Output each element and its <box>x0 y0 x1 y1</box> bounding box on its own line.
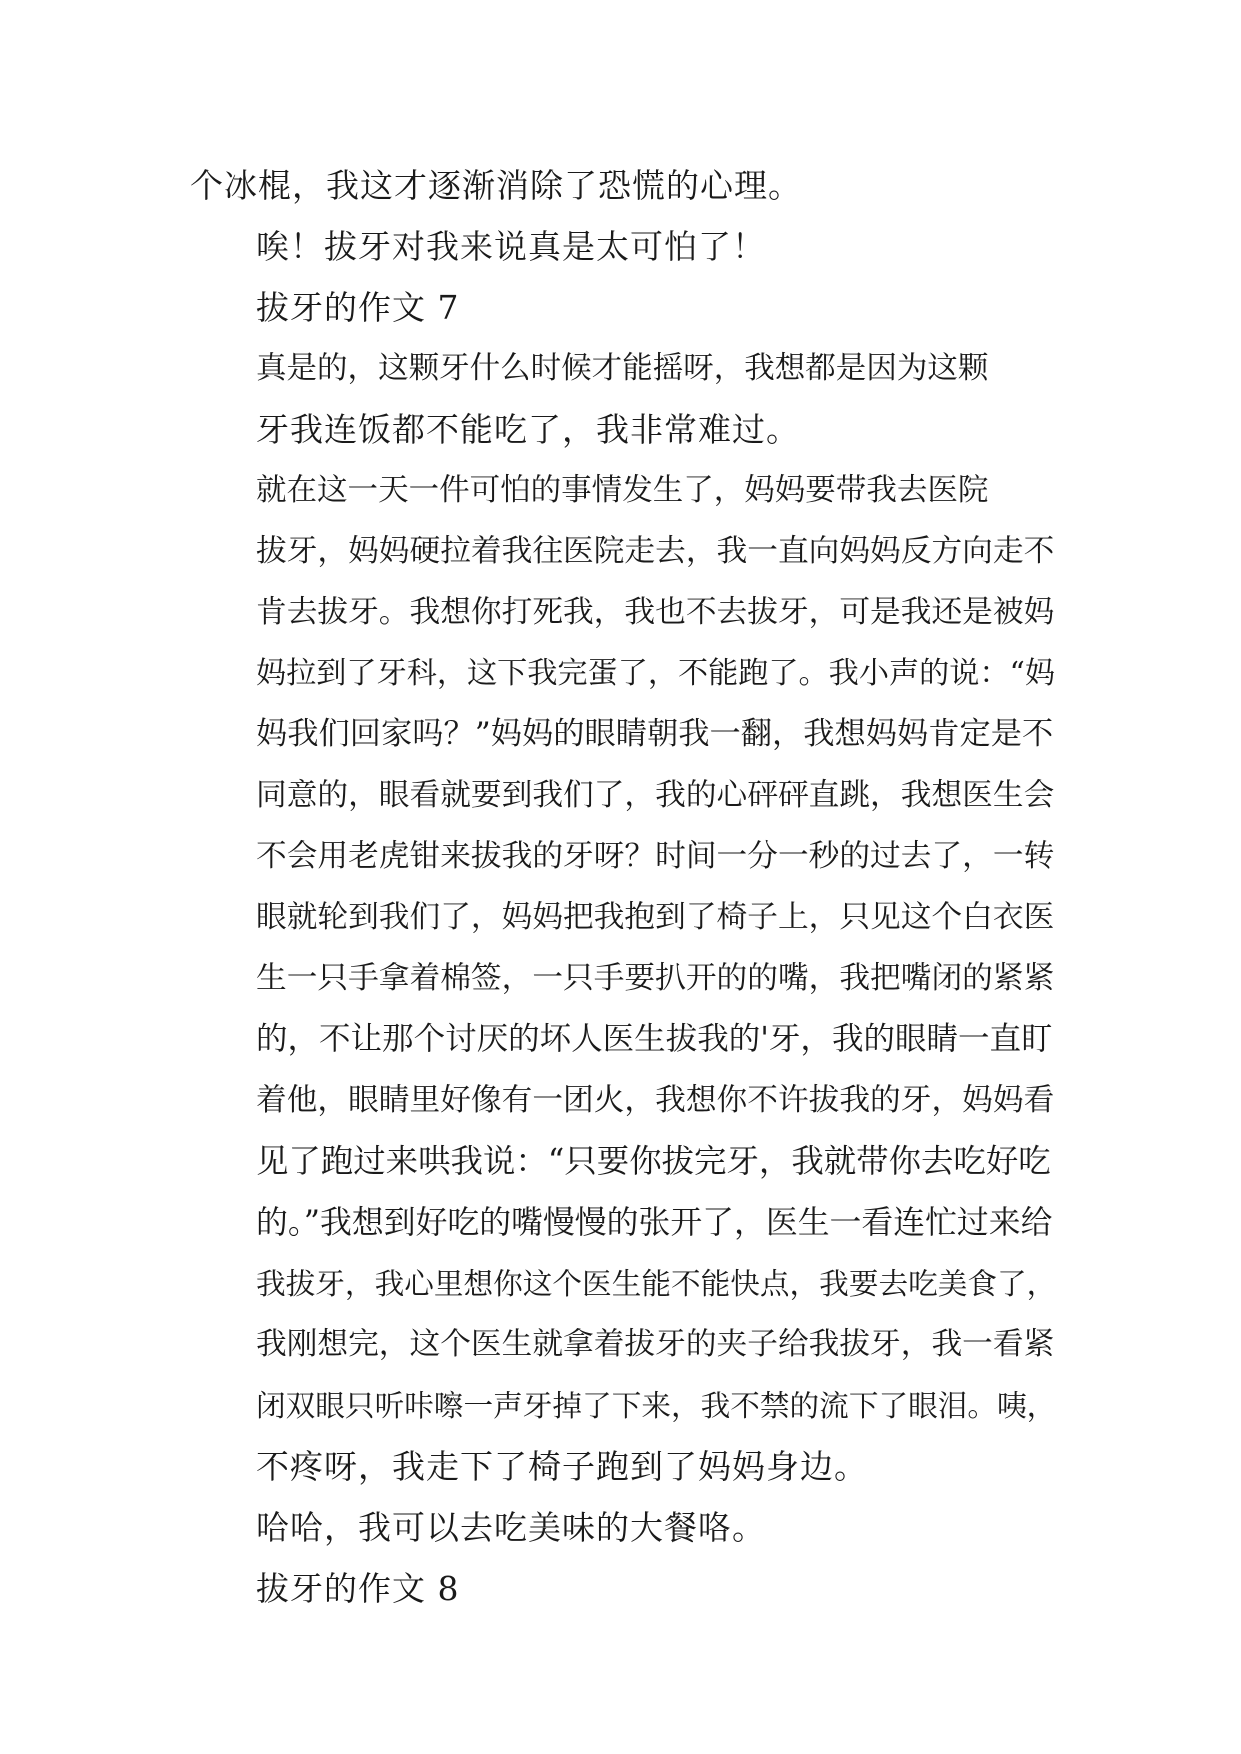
text-line: 唉！拔牙对我来说真是太可怕了！ <box>256 227 766 266</box>
paragraph <box>190 1497 1050 1558</box>
text-line: 妈我们回家吗？”妈妈的眼睛朝我一翻，我想妈妈肯定是不 <box>256 716 1054 752</box>
text-line: 的，不让那个讨厌的坏人医生拔我的'牙，我的眼睛一直盯 <box>256 1021 1053 1057</box>
paragraph <box>190 155 1050 216</box>
text-line: 个冰棍，我这才逐渐消除了恐慌的心理。 <box>190 166 802 205</box>
document-body <box>190 155 1057 1619</box>
text-line: 牙我连饭都不能吃了，我非常难过。 <box>256 410 800 449</box>
text-line: 真是的，这颗牙什么时候才能摇呀，我想都是因为这颗 <box>256 351 989 386</box>
text-line: 闭双眼只听咔嚓一声牙掉了下来，我不禁的流下了眼泪。咦， <box>256 1388 1057 1423</box>
text-line: 同意的，眼看就要到我们了，我的心砰砰直跳，我想医生会 <box>256 777 1055 813</box>
text-line: 就在这一天一件可怕的事情发生了，妈妈要带我去医院 <box>256 473 989 508</box>
text-line: 哈哈，我可以去吃美味的大餐咯。 <box>256 1508 766 1547</box>
text-line: 拔牙的作文 8 <box>256 1569 460 1608</box>
text-line: 拔牙的作文 7 <box>256 288 460 327</box>
text-line: 不疼呀，我走下了椅子跑到了妈妈身边。 <box>256 1447 868 1486</box>
text-line: 肯去拔牙。我想你打死我，我也不去拔牙，可是我还是被妈 <box>256 594 1055 630</box>
paragraph <box>190 216 1050 277</box>
text-line: 见了跑过来哄我说：“只要你拔完牙，我就带你去吃好吃 <box>256 1142 1051 1180</box>
text-line: 眼就轮到我们了，妈妈把我抱到了椅子上，只见这个白衣医 <box>256 899 1055 935</box>
section-heading <box>190 277 1050 338</box>
text-line: 不会用老虎钳来拔我的牙呀？时间一分一秒的过去了，一转 <box>256 838 1055 874</box>
paragraph <box>190 338 1050 460</box>
text-line: 妈拉到了牙科，这下我完蛋了，不能跑了。我小声的说：“妈 <box>256 656 1056 691</box>
text-line: 的。”我想到好吃的嘴慢慢的张开了，医生一看连忙过来给 <box>256 1203 1053 1241</box>
text-line: 拔牙，妈妈硬拉着我往医院走去，我一直向妈妈反方向走不 <box>256 533 1055 569</box>
text-line: 生一只手拿着棉签，一只手要扒开的的嘴，我把嘴闭的紧紧 <box>256 960 1055 996</box>
section-heading <box>190 1558 1050 1619</box>
text-line: 我拔牙，我心里想你这个医生能不能快点，我要去吃美食了， <box>256 1266 1057 1301</box>
text-line: 着他，眼睛里好像有一团火，我想你不许拔我的牙，妈妈看 <box>256 1082 1055 1118</box>
text-line: 我刚想完，这个医生就拿着拔牙的夹子给我拔牙，我一看紧 <box>256 1326 1055 1362</box>
paragraph <box>190 460 1057 1497</box>
